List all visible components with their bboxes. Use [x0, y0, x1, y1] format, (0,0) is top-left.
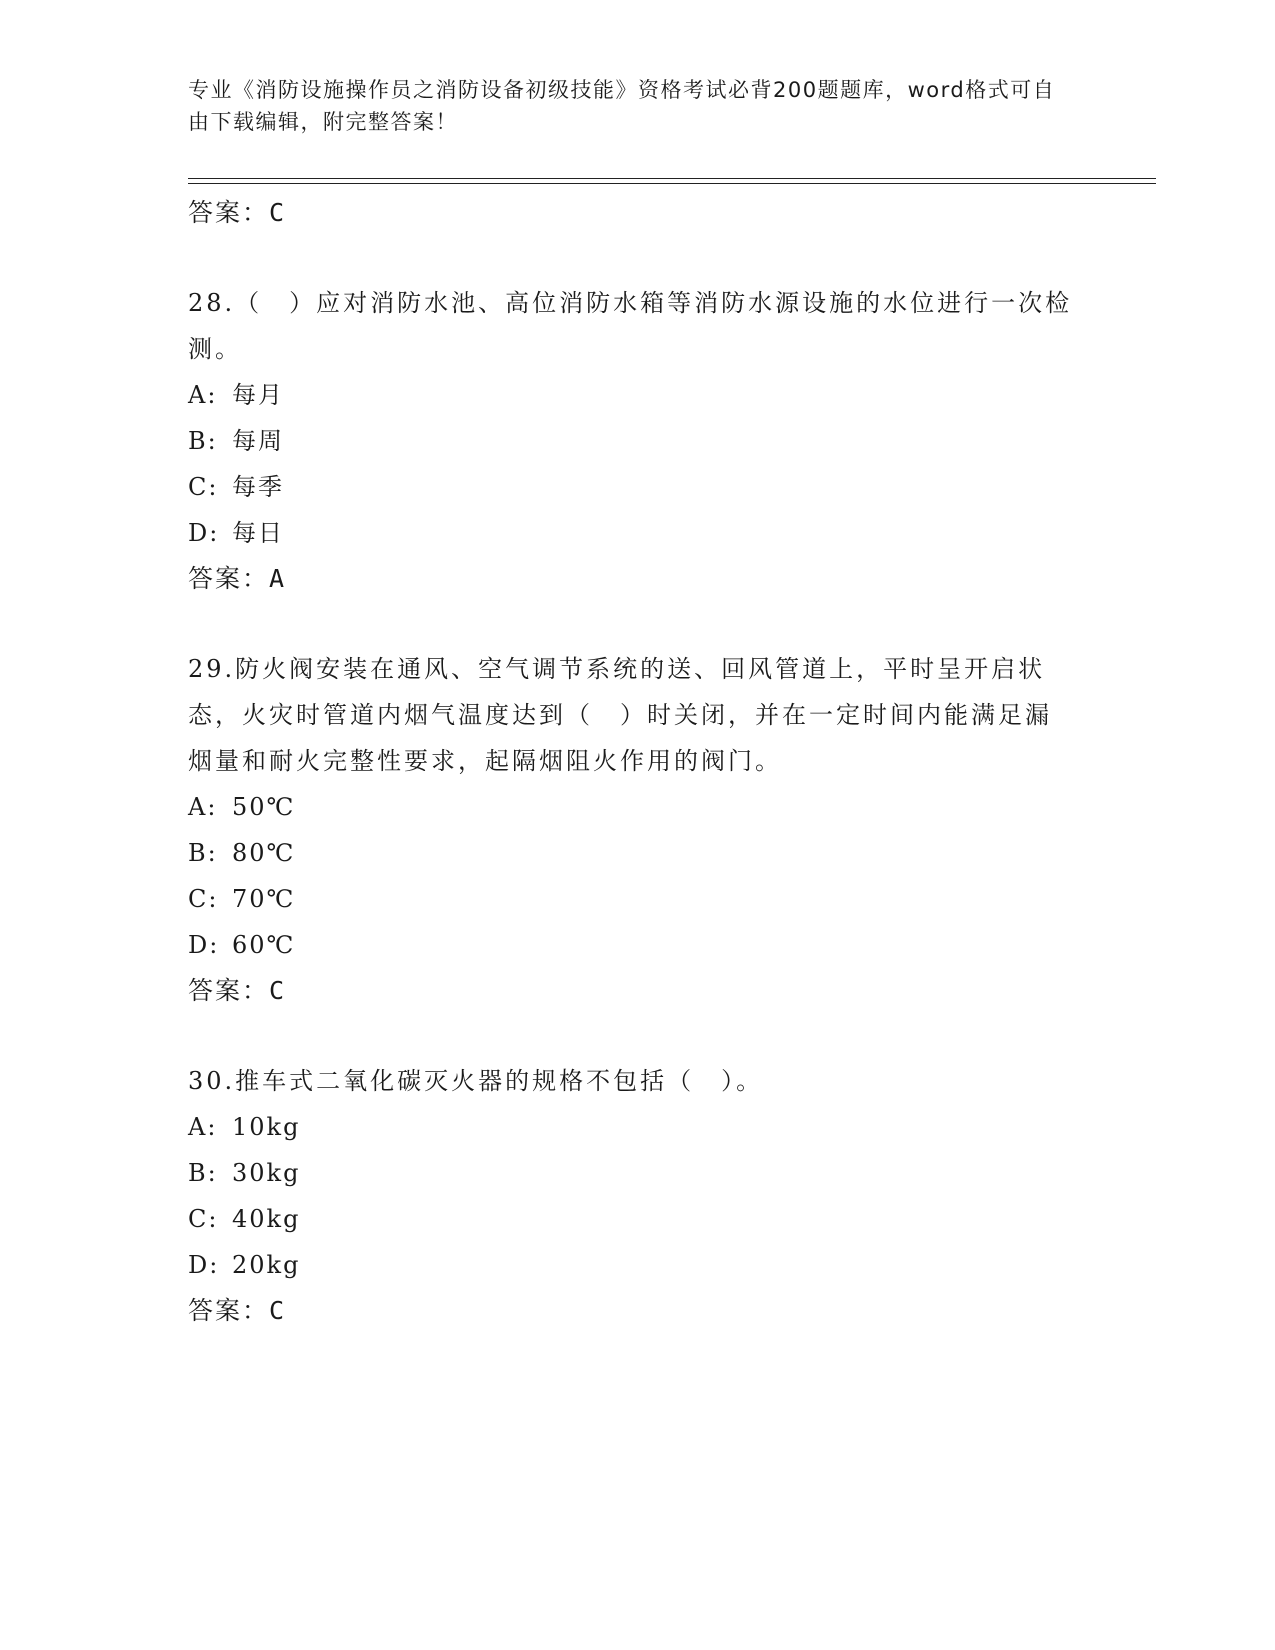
option-letter: A: [188, 1113, 218, 1141]
option-a [188, 1104, 1088, 1150]
question-stem: 30.推车式二氧化碳灭火器的规格不包括（ ）。 [188, 1067, 764, 1095]
answer-line [188, 1288, 1088, 1334]
answer-value: C [269, 1296, 287, 1325]
option-text: 70℃ [232, 885, 296, 913]
option-a [188, 372, 1088, 418]
answer-line [188, 968, 1088, 1014]
answer-label: 答案： [188, 976, 270, 1005]
option-d [188, 510, 1088, 556]
document-header: 专业《消防设施操作员之消防设备初级技能》资格考试必背200题题库，word格式可自由下载编辑，附完整答案！ [188, 78, 1056, 134]
option-letter: B: [188, 839, 218, 867]
option-text: 20kg [232, 1251, 301, 1279]
spacer [188, 236, 1088, 280]
option-c [188, 876, 1088, 922]
option-letter: D: [188, 519, 220, 547]
answer-label: 答案： [188, 1296, 270, 1325]
answer-value: C [269, 976, 287, 1005]
question-30 [188, 1058, 1088, 1334]
option-a [188, 784, 1088, 830]
question-stem: 28.（ ）应对消防水池、高位消防水箱等消防水源设施的水位进行一次检测。 [188, 289, 1073, 363]
answer-label: 答案： [188, 198, 270, 227]
question-list [188, 190, 1088, 1334]
option-text: 每周 [232, 427, 284, 455]
answer-value: A [269, 564, 287, 593]
option-letter: A: [188, 793, 218, 821]
spacer [188, 1014, 1088, 1058]
option-d [188, 922, 1088, 968]
question-29 [188, 646, 1088, 1014]
option-letter: C: [188, 473, 219, 501]
option-b [188, 418, 1088, 464]
option-text: 40kg [232, 1205, 301, 1233]
option-text: 每日 [232, 519, 284, 547]
option-b [188, 830, 1088, 876]
option-d [188, 1242, 1088, 1288]
question-28 [188, 280, 1088, 602]
answer-label: 答案： [188, 564, 270, 593]
option-text: 60℃ [232, 931, 296, 959]
option-text: 30kg [232, 1159, 301, 1187]
option-text: 80℃ [232, 839, 296, 867]
option-b [188, 1150, 1088, 1196]
option-c [188, 1196, 1088, 1242]
option-letter: C: [188, 885, 219, 913]
question-stem: 29.防火阀安装在通风、空气调节系统的送、回风管道上，平时呈开启状态，火灾时管道内烟气温度达到（ ）时关闭，并在一定时间内能满足漏烟量和耐火完整性要求，起隔烟阻火作用的阀门。 [188, 655, 1052, 775]
option-text: 10kg [232, 1113, 301, 1141]
header-divider-bottom [188, 183, 1156, 184]
option-text: 50℃ [232, 793, 296, 821]
answer-value: C [269, 198, 287, 227]
answer-line [188, 556, 1088, 602]
option-letter: B: [188, 1159, 218, 1187]
spacer [188, 602, 1088, 646]
option-text: 每月 [232, 381, 284, 409]
option-c [188, 464, 1088, 510]
option-letter: C: [188, 1205, 219, 1233]
option-letter: B: [188, 427, 218, 455]
option-letter: A: [188, 381, 218, 409]
option-text: 每季 [232, 473, 284, 501]
header-divider-top [188, 178, 1156, 179]
option-letter: D: [188, 1251, 220, 1279]
answer-line [188, 190, 1088, 236]
option-letter: D: [188, 931, 220, 959]
